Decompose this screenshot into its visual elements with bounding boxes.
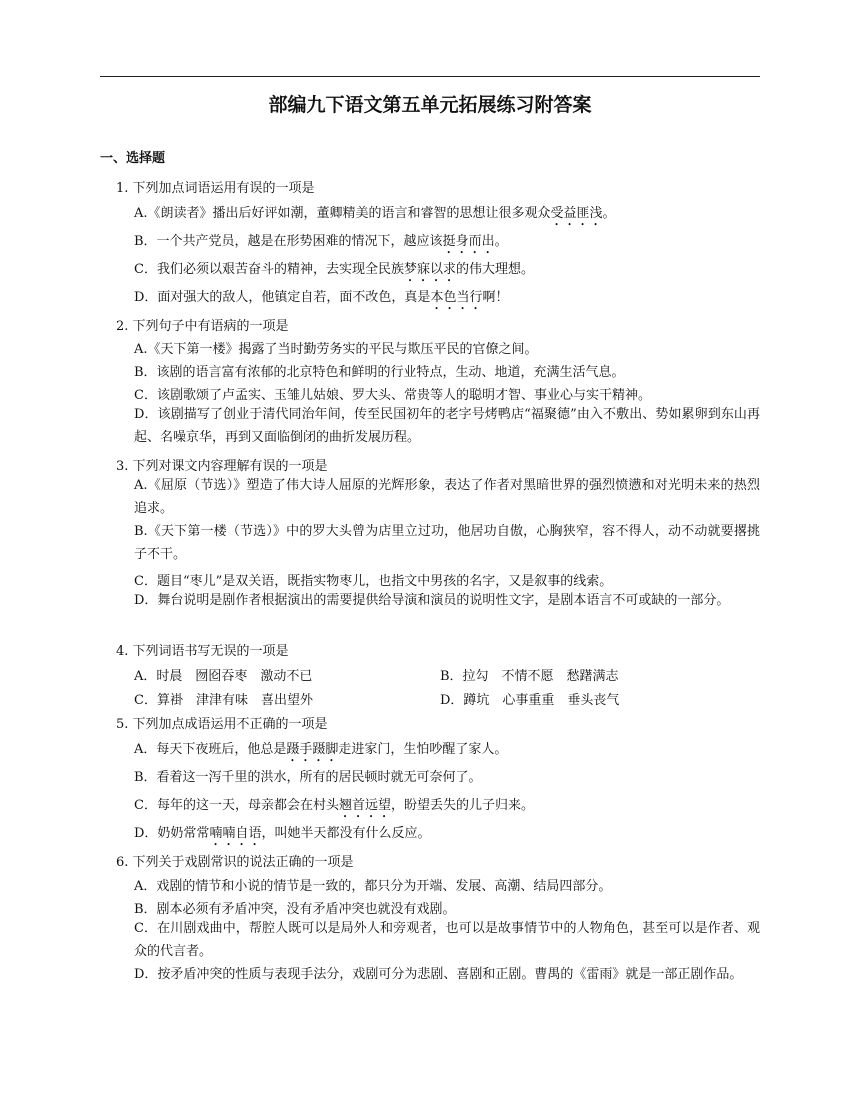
question-3-option-b: B.《天下第一楼（节选）》中的罗大头曾为店里立过功，他居功自傲，心胸狭窄，容不得人，动不动就要撂挑子不干。 — [134, 524, 760, 562]
header-rule — [100, 76, 760, 77]
question-2-option-d: D．该剧描写了创业于清代同治年间，传至民国初年的老字号烤鸭店“福聚德”由入不敷出、势如累卵到东山再起、名噪京华，再到又面临倒闭的曲折发展历程。 — [134, 407, 760, 445]
question-4-stem: 4. 下列词语书写无误的一项是 — [116, 644, 289, 659]
question-3-option-a: A.《屈原（节选）》塑造了伟大诗人屈原的光辉形象，表达了作者对黑暗世界的强烈愤懑和对光明未来的热烈追求。 — [134, 478, 760, 516]
question-6-stem: 6. 下列关于戏剧常识的说法正确的一项是 — [116, 855, 354, 870]
question-5-option-b: B．看着这一泻千里的洪水，所有的居民顿时就无可奈何了。 — [134, 770, 482, 785]
question-4-option-c: C．算褂 津津有味 喜出望外 — [134, 693, 313, 708]
question-5-option-d: D．奶奶常常喃喃自语，叫她半天都没有什么反应。 — [134, 826, 431, 841]
question-2-option-c: C．该剧歌颂了卢孟实、玉雏儿姑娘、罗大头、常贵等人的聪明才智、事业心与实干精神。 — [134, 388, 651, 403]
section-heading: 一、选择题 — [100, 151, 166, 166]
question-3-option-c: C．题目“枣儿”是双关语，既指实物枣儿，也指文中男孩的名字，又是叙事的线索。 — [134, 574, 613, 589]
question-2-stem: 2. 下列句子中有语病的一项是 — [116, 319, 289, 334]
question-6-option-d: D．按矛盾冲突的性质与表现手法分，戏剧可分为悲剧、喜剧和正剧。曹禺的《雷雨》就是一部正剧作品。 — [134, 967, 743, 982]
question-3-stem: 3. 下列对课文内容理解有误的一项是 — [116, 459, 328, 474]
question-6-option-b: B．剧本必须有矛盾冲突，没有矛盾冲突也就没有戏剧。 — [134, 902, 456, 917]
question-5-option-a: A．每天下夜班后，他总是蹑手蹑脚走进家门，生怕吵醒了家人。 — [134, 742, 508, 757]
question-1-option-a: A.《朗读者》播出后好评如潮，董卿精美的语言和睿智的思想让很多观众受益匪浅。 — [134, 206, 616, 221]
question-1-option-c: C．我们必须以艰苦奋斗的精神，去实现全民族梦寐以求的伟大理想。 — [134, 262, 534, 277]
question-3-option-d: D．舞台说明是剧作者根据演出的需要提供给导演和演员的说明性文字，是剧本语言不可或缺的一部分。 — [134, 593, 730, 608]
question-1-stem: 1. 下列加点词语运用有误的一项是 — [116, 181, 315, 196]
question-2-option-a: A.《天下第一楼》揭露了当时勤劳务实的平民与欺压平民的官僚之间。 — [134, 342, 538, 357]
question-4-option-b: B．拉勾 不情不愿 愁躇满志 — [440, 669, 619, 684]
question-6-option-a: A．戏剧的情节和小说的情节是一致的，都只分为开端、发展、高潮、结局四部分。 — [134, 879, 612, 894]
question-1-option-b: B．一个共产党员，越是在形势困难的情况下，越应该挺身而出。 — [134, 234, 508, 249]
document-title: 部编九下语文第五单元拓展练习附答案 — [268, 94, 592, 116]
question-4-option-d: D．蹲坑 心事重重 垂头丧气 — [440, 693, 620, 708]
question-5-option-c: C．每年的这一天，母亲都会在村头翘首远望，盼望丢失的儿子归来。 — [134, 798, 534, 813]
question-4-option-a: A．时晨 囫囵吞枣 激动不已 — [134, 669, 313, 684]
question-2-option-b: B．该剧的语言富有浓郁的北京特色和鲜明的行业特点，生动、地道，充满生活气息。 — [134, 365, 625, 380]
question-1-option-d: D．面对强大的敌人，他镇定自若，面不改色，真是本色当行啊！ — [134, 290, 509, 305]
question-5-stem: 5. 下列加点成语运用不正确的一项是 — [116, 717, 328, 732]
question-6-option-c: C．在川剧戏曲中，帮腔人既可以是局外人和旁观者，也可以是故事情节中的人物角色，甚至可以是作者、观众的代言者。 — [134, 921, 760, 959]
